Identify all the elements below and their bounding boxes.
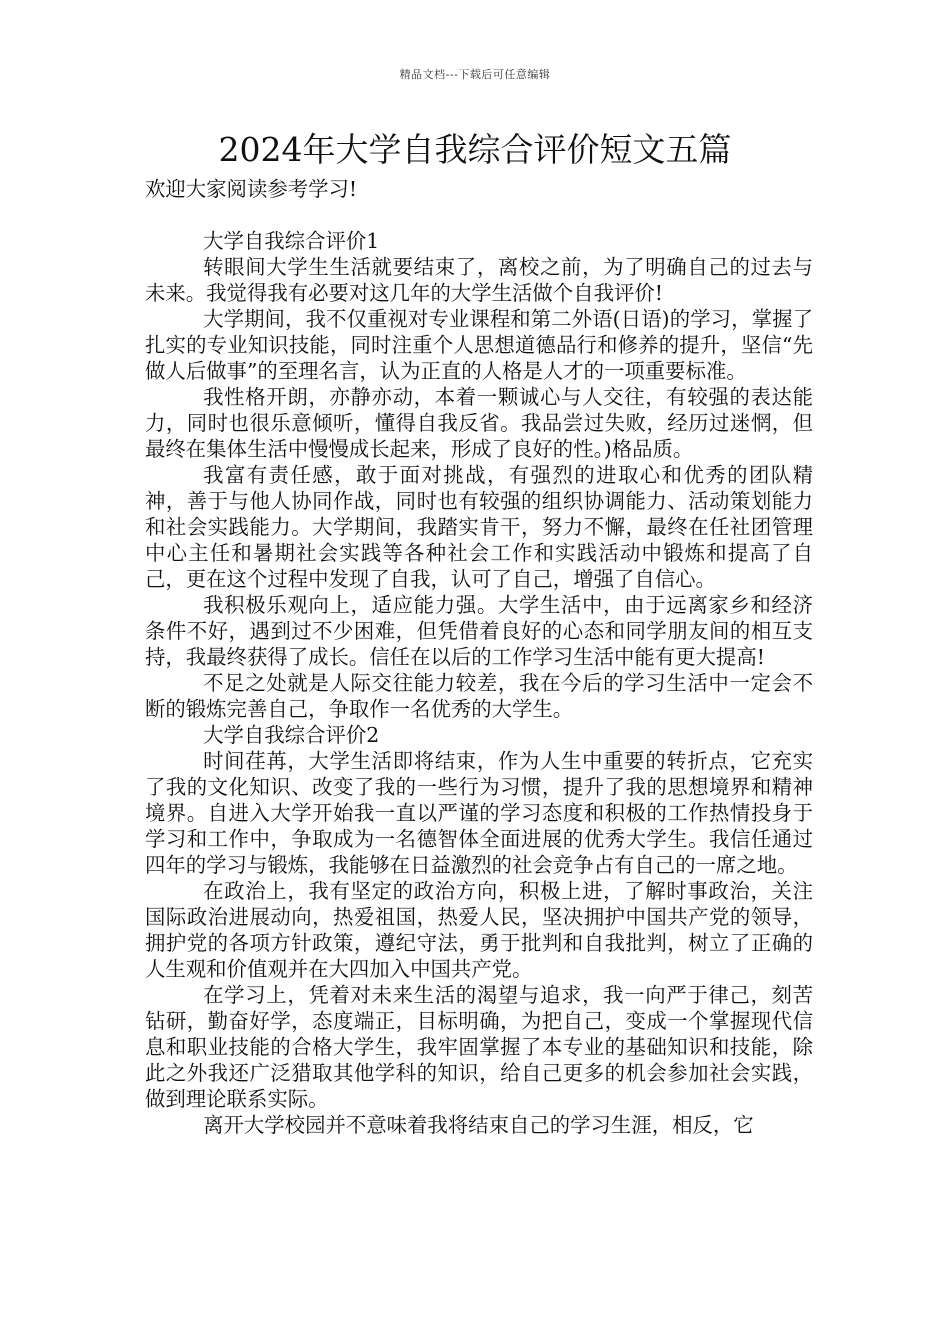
section-heading-1: 大学自我综合评价1 [203, 229, 380, 253]
page-header: 精品文档---下载后可任意编辑 [399, 68, 551, 81]
paragraph: 转眼间大学生生活就要结束了，离校之前，为了明确自己的过去与未来。我觉得我有必要对这几年的大学生活做个自我评价! [145, 255, 813, 305]
intro-line: 欢迎大家阅读参考学习! [145, 177, 358, 201]
paragraph: 我性格开朗，亦静亦动，本着一颗诚心与人交往，有较强的表达能力，同时也很乐意倾听，懂得自我反省。我品尝过失败，经历过迷惘，但最终在集体生活中慢慢成长起来，形成了良好的性。)格品质。 [145, 385, 813, 461]
paragraph: 大学期间，我不仅重视对专业课程和第二外语(日语)的学习，掌握了扎实的专业知识技能，同时注重个人思想道德品行和修养的提升，坚信“先做人后做事”的至理名言，认为正直的人格是人才的一项重要标准。 [145, 307, 813, 383]
paragraph: 在学习上，凭着对未来生活的渴望与追求，我一向严于律己，刻苦钻研，勤奋好学，态度端正，目标明确，为把自己，变成一个掌握现代信息和职业技能的合格大学生，我牢固掌握了本专业的基础知识和技能，除此之外我还广泛猎取其他学科的知识，给自己更多的机会参加社会实践，做到理论联系实际。 [145, 983, 813, 1111]
paragraph: 离开大学校园并不意味着我将结束自己的学习生涯，相反，它 [203, 1113, 754, 1137]
section-heading-2: 大学自我综合评价2 [203, 723, 380, 747]
document-body [145, 176, 813, 1138]
paragraph: 我积极乐观向上，适应能力强。大学生活中，由于远离家乡和经济条件不好，遇到过不少困难，但凭借着良好的心态和同学朋友间的相互支持，我最终获得了成长。信任在以后的工作学习生活中能有更大提高! [145, 593, 813, 669]
document-title: 2024年大学自我综合评价短文五篇 [218, 130, 732, 169]
paragraph: 我富有责任感，敢于面对挑战，有强烈的进取心和优秀的团队精神，善于与他人协同作战，同时也有较强的组织协调能力、活动策划能力和社会实践能力。大学期间，我踏实肯干，努力不懈，最终在任社团管理中心主任和暑期社会实践等各种社会工作和实践活动中锻炼和提高了自己，更在这个过程中发现了自我，认可了自己，增强了自信心。 [145, 463, 813, 591]
paragraph: 时间荏苒，大学生活即将结束，作为人生中重要的转折点，它充实了我的文化知识、改变了我的一些行为习惯，提升了我的思想境界和精神境界。自进入大学开始我一直以严谨的学习态度和积极的工作热情投身于学习和工作中，争取成为一名德智体全面进展的优秀大学生。我信任通过四年的学习与锻炼，我能够在日益激烈的社会竞争占有自己的一席之地。 [145, 749, 813, 877]
paragraph: 不足之处就是人际交往能力较差，我在今后的学习生活中一定会不断的锻炼完善自己，争取作一名优秀的大学生。 [145, 671, 813, 721]
paragraph: 在政治上，我有坚定的政治方向，积极上进，了解时事政治，关注国际政治进展动向，热爱祖国，热爱人民，坚决拥护中国共产党的领导，拥护党的各项方针政策，遵纪守法，勇于批判和自我批判，树立了正确的人生观和价值观并在大四加入中国共产党。 [145, 879, 813, 981]
